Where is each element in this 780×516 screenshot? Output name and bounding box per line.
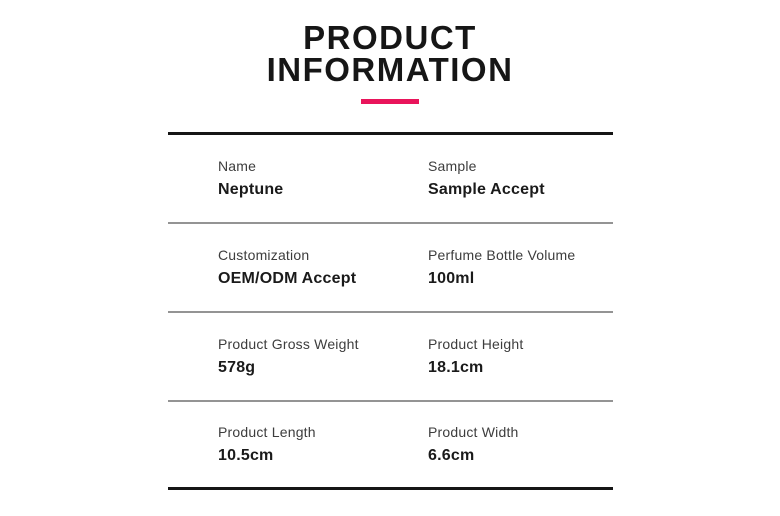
spec-cell-sample: [428, 158, 613, 199]
table-row: [168, 313, 613, 402]
spec-cell-customization: [168, 247, 428, 288]
spec-value: OEM/ODM Accept: [218, 270, 357, 287]
spec-value: 578g: [218, 359, 256, 376]
spec-cell-width: [428, 424, 613, 465]
spec-label: Name: [218, 158, 257, 174]
table-row: [168, 135, 613, 224]
spec-value: 6.6cm: [428, 447, 475, 464]
spec-label: Product Height: [428, 336, 524, 352]
spec-label: Customization: [218, 247, 310, 263]
table-row: [168, 224, 613, 313]
spec-table: [168, 132, 613, 490]
spec-value: Neptune: [218, 181, 284, 198]
page-title-line-1: PRODUCT: [303, 19, 477, 56]
spec-cell-length: [168, 424, 428, 465]
spec-cell-height: [428, 336, 613, 377]
page-title: [0, 0, 780, 104]
spec-value: 10.5cm: [218, 447, 274, 464]
spec-label: Sample: [428, 158, 477, 174]
spec-cell-gross-weight: [168, 336, 428, 377]
spec-label: Product Gross Weight: [218, 336, 359, 352]
spec-value: Sample Accept: [428, 181, 545, 198]
table-row: [168, 402, 613, 487]
spec-cell-name: [168, 158, 428, 199]
spec-label: Perfume Bottle Volume: [428, 247, 576, 263]
spec-cell-bottle-volume: [428, 247, 613, 288]
spec-value: 18.1cm: [428, 359, 484, 376]
spec-label: Product Width: [428, 424, 519, 440]
spec-label: Product Length: [218, 424, 316, 440]
title-accent-bar: [361, 99, 419, 104]
spec-value: 100ml: [428, 270, 475, 287]
page-title-line-2: INFORMATION: [266, 51, 514, 88]
